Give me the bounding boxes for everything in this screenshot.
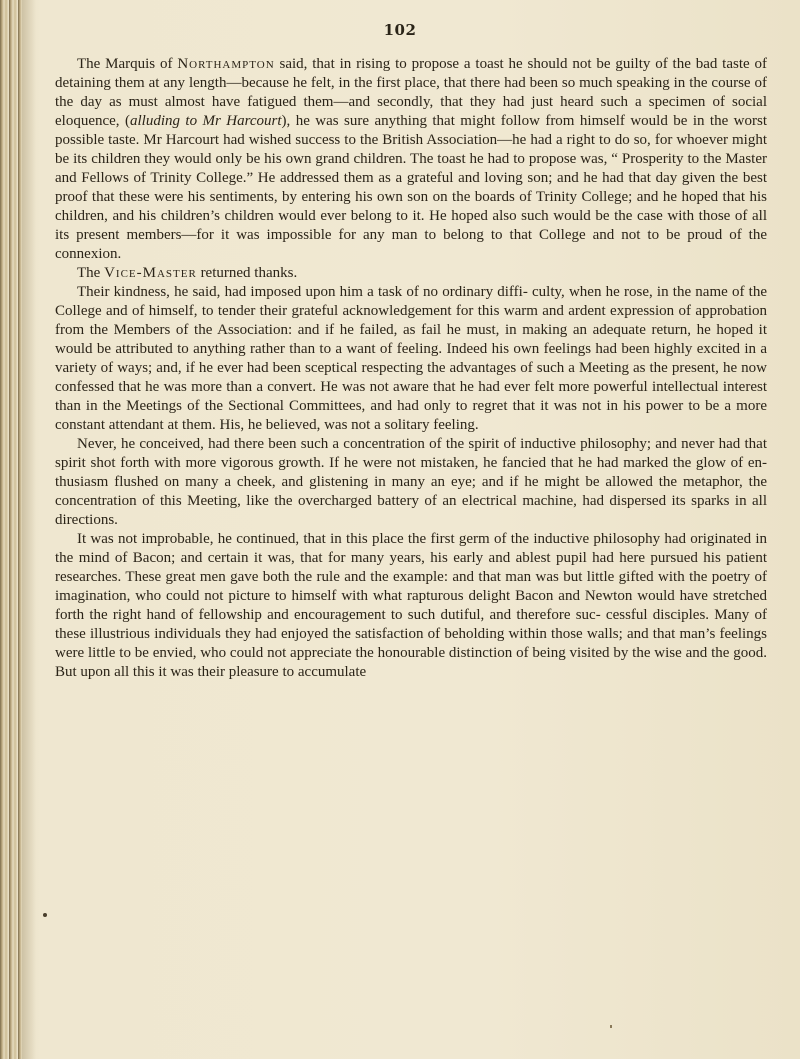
ink-spot [43, 913, 47, 917]
paragraph-vice-master [55, 264, 767, 283]
paragraph-1-text-a: said, that in rising to propose a toast he should not be guilty of the bad taste of detaining them at any length—because he felt, in the first place, that there had been so much speaking in the course of the day as must almost have fatigued them—and secondly, that they had just heard such a specimen of social eloquence, ( [55, 56, 767, 129]
paragraph-2-intro: The [77, 265, 105, 281]
paragraph-1-intro: The Marquis of [77, 56, 178, 72]
paragraph-northampton-toast [55, 55, 767, 264]
page-number: 102 [383, 21, 417, 39]
stage-direction-italic: alluding to Mr Harcourt [129, 113, 282, 129]
paragraph-2-text: returned thanks. [196, 265, 298, 281]
body-text [55, 55, 767, 682]
paper-speck [610, 1025, 612, 1028]
book-spine [0, 0, 22, 1059]
gutter-shadow [22, 0, 36, 1059]
speaker-name-northampton: Northampton [177, 56, 275, 72]
paragraph-not-improbable: It was not improbable, he continued, that in this place the first germ of the inductive philosophy had originated in the mind of Bacon; and certain it was, that for many years, his early and ablest pupil had here pursued his patient researches. These great men gave both the rule and the example: and that man was but little gifted with the poetry of imagination, who could not picture to himself with what rapturous delight Bacon and Newton would have stretched forth the right hand of fellowship and encouragement to such dutiful, and therefore suc- cessful disciples. Many of these illustrious individuals they had enjoyed the satisfaction of beholding within those walls; and that man’s feelings were little to be envied, who could not appreciate the honourable distinction of being visited by the wise and the good. But upon all this it was their pleasure to accumulate [55, 531, 767, 680]
speaker-name-vice-master: Vice-Master [104, 265, 197, 281]
paragraph-1-text-b: ), he was sure anything that might follow from himself would be in the worst possible taste. Mr Harcourt had wished success to the British Association—he had a right to do so, for whoever might be its children they would only be his own grand children. The toast he had to propose was, “ Prosperity to the Master and Fellows of Trinity College.” He addressed them as a grateful and loving son; and he had that day given the best proof that these were his sentiments, by entering his own son on the boards of Trinity College; and he hoped that his children, and his children’s children would ever belong to it. He hoped also such would be the case with those of all its present members—for it was impossible for any man to belong to that College and not to be proud of the connexion. [55, 113, 768, 262]
paragraph-never: Never, he conceived, had there been such a concentration of the spirit of inductive philosophy; and never had that spirit shot forth with more vigorous growth. If he were not mistaken, he fancied that he had marked the glow of en- thusiasm flushed on many a cheek, and glistening in many an eye; and if he might be allowed the metaphor, the concentration of this Meeting, like the overcharged battery of an electrical machine, had dispersed its sparks in all directions. [55, 436, 767, 528]
paragraph-kindness: Their kindness, he said, had imposed upon him a task of no ordinary diffi- culty, when he rose, in the name of the College and of himself, to tender their grateful acknowledgement for this warm and ardent expression of approbation from the Members of the Association: and if he failed, as fail he must, in making an adequate return, he hoped it would be attributed to anything rather than to a want of feeling. Indeed his own feelings had been highly excited in a variety of ways; and, if he ever had been sceptical respecting the advantages of such a Meeting as the present, he now confessed that he was more than a convert. He was not aware that he had ever felt more powerful intellectual interest than in the Meetings of the Sectional Committees, and had only to regret that it was not in his power to be a more constant attendant at them. His, he believed, was not a solitary feeling. [55, 284, 767, 433]
